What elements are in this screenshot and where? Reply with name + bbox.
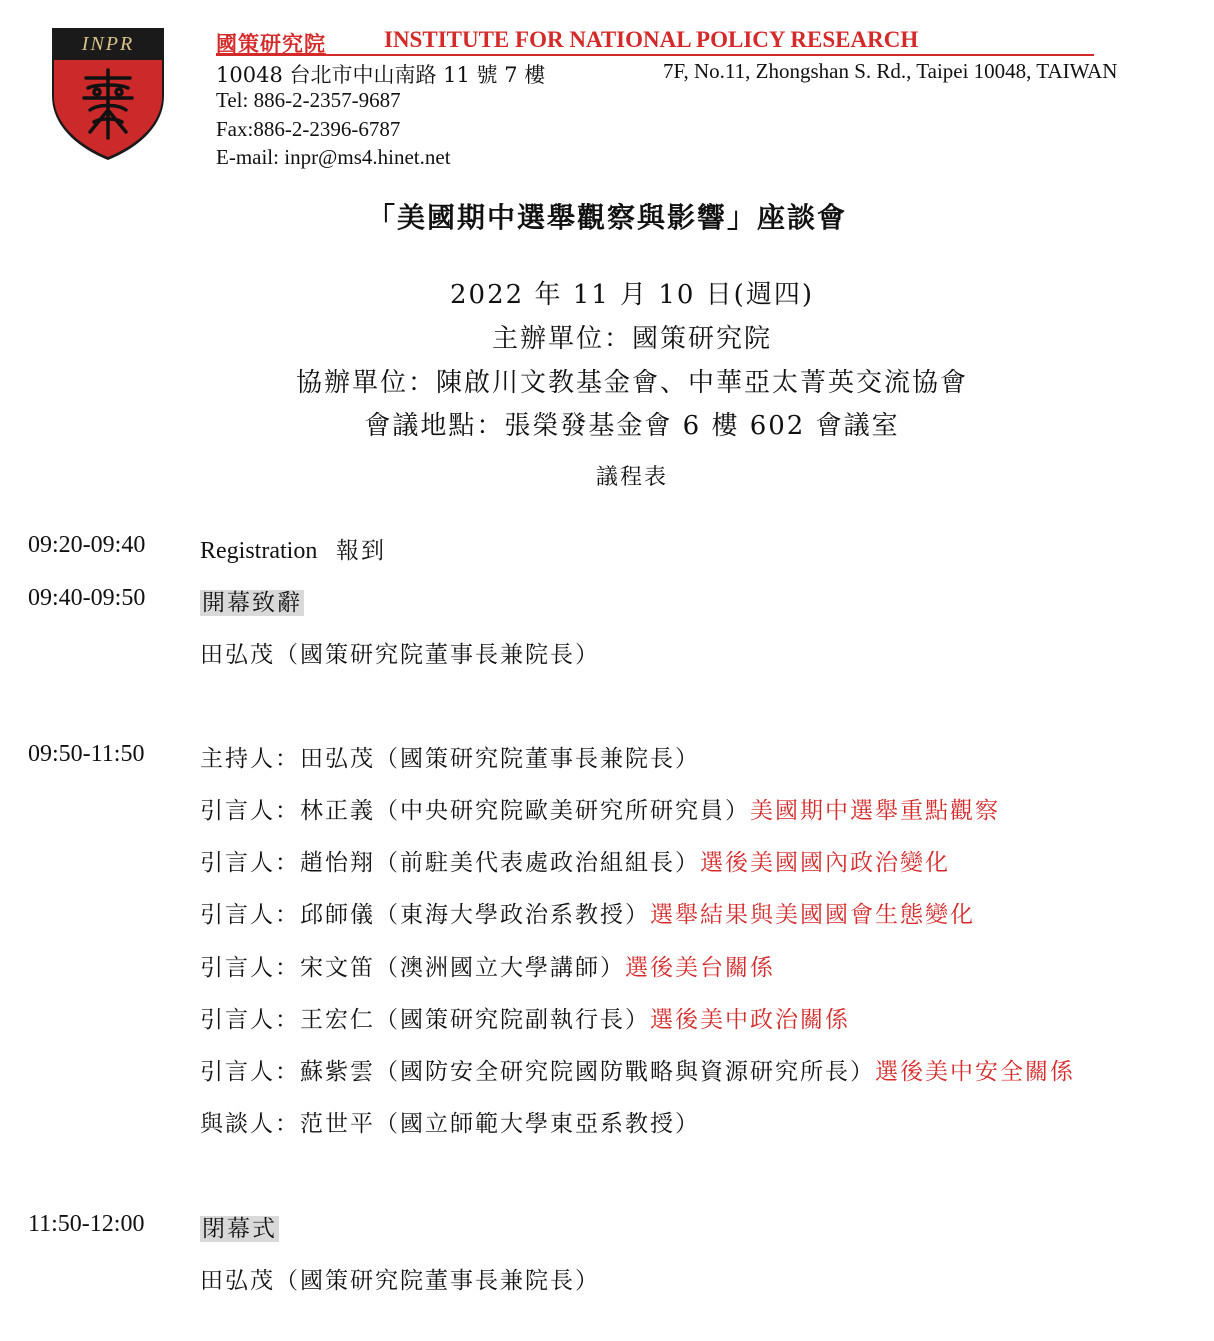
org-name-en: INSTITUTE FOR NATIONAL POLICY RESEARCH: [384, 27, 919, 52]
speaker-topic: 選後美中安全關係: [875, 1059, 1075, 1085]
time-panel: 09:50-11:50: [28, 741, 145, 767]
tel-line: Tel: 886-2-2357-9687: [216, 88, 401, 112]
panel-speaker: [200, 1001, 850, 1034]
panel-speaker: [200, 1053, 1075, 1086]
opening-speaker: 田弘茂（國策研究院董事長兼院長）: [200, 642, 600, 668]
closing-item: [200, 1210, 279, 1243]
speaker-person: 引言人：蘇紫雲（國防安全研究院國防戰略與資源研究所長）: [200, 1059, 875, 1085]
panel-moderator: 主持人：田弘茂（國策研究院董事長兼院長）: [200, 746, 700, 772]
svg-text:INPR: INPR: [81, 33, 135, 55]
address-zh: 10048 台北市中山南路 11 號 7 樓: [216, 63, 546, 87]
closing-label: 閉幕式: [202, 1216, 277, 1242]
event-co-host: 協辦單位：陳啟川文教基金會、中華亞太菁英交流協會: [295, 368, 968, 398]
email-line: E-mail: inpr@ms4.hinet.net: [216, 145, 451, 169]
event-date: 2022 年 11 月 10 日(週四): [450, 280, 814, 310]
time-registration: 09:20-09:40: [28, 532, 146, 558]
speaker-topic: 美國期中選舉重點觀察: [750, 798, 1000, 824]
panel-speaker: [200, 844, 950, 877]
time-opening: 09:40-09:50: [28, 585, 146, 611]
event-title: 「美國期中選舉觀察與影響」座談會: [366, 201, 847, 234]
org-name-zh: 國策研究院: [216, 31, 326, 56]
speaker-person: 引言人：趙怡翔（前駐美代表處政治組組長）: [200, 850, 700, 876]
panel-speaker: [200, 896, 975, 929]
panel-speaker: [200, 949, 775, 982]
opening-item: [200, 584, 304, 617]
speaker-person: 引言人：林正義（中央研究院歐美研究所研究員）: [200, 798, 750, 824]
registration-label-zh: 報到: [335, 538, 386, 564]
fax-line: Fax:886-2-2396-6787: [216, 117, 401, 141]
time-closing: 11:50-12:00: [28, 1211, 145, 1237]
event-host: 主辦單位：國策研究院: [491, 324, 772, 354]
agenda-label: 議程表: [595, 465, 668, 490]
speaker-topic: 選舉結果與美國國會生態變化: [650, 902, 975, 928]
speaker-topic: 選後美台關係: [625, 955, 775, 981]
speaker-person: 引言人：宋文笛（澳洲國立大學講師）: [200, 955, 625, 981]
inpr-logo: [50, 26, 166, 162]
org-header-line: [216, 26, 1094, 56]
panel-speaker: [200, 792, 1000, 825]
registration-item: [200, 532, 386, 565]
panel-discussant: 與談人：范世平（國立師範大學東亞系教授）: [200, 1111, 700, 1137]
speaker-person: 引言人：邱師儀（東海大學政治系教授）: [200, 902, 650, 928]
speaker-topic: 選後美中政治關係: [650, 1007, 850, 1033]
speaker-topic: 選後美國國內政治變化: [700, 850, 950, 876]
speaker-person: 引言人：王宏仁（國策研究院副執行長）: [200, 1007, 650, 1033]
opening-label: 開幕致辭: [202, 590, 302, 616]
closing-speaker: 田弘茂（國策研究院董事長兼院長）: [200, 1268, 600, 1294]
event-venue: 會議地點：張榮發基金會 6 樓 602 會議室: [364, 411, 900, 441]
address-en: 7F, No.11, Zhongshan S. Rd., Taipei 10048, TAIWAN: [663, 59, 1118, 83]
registration-label-en: Registration: [200, 538, 318, 564]
